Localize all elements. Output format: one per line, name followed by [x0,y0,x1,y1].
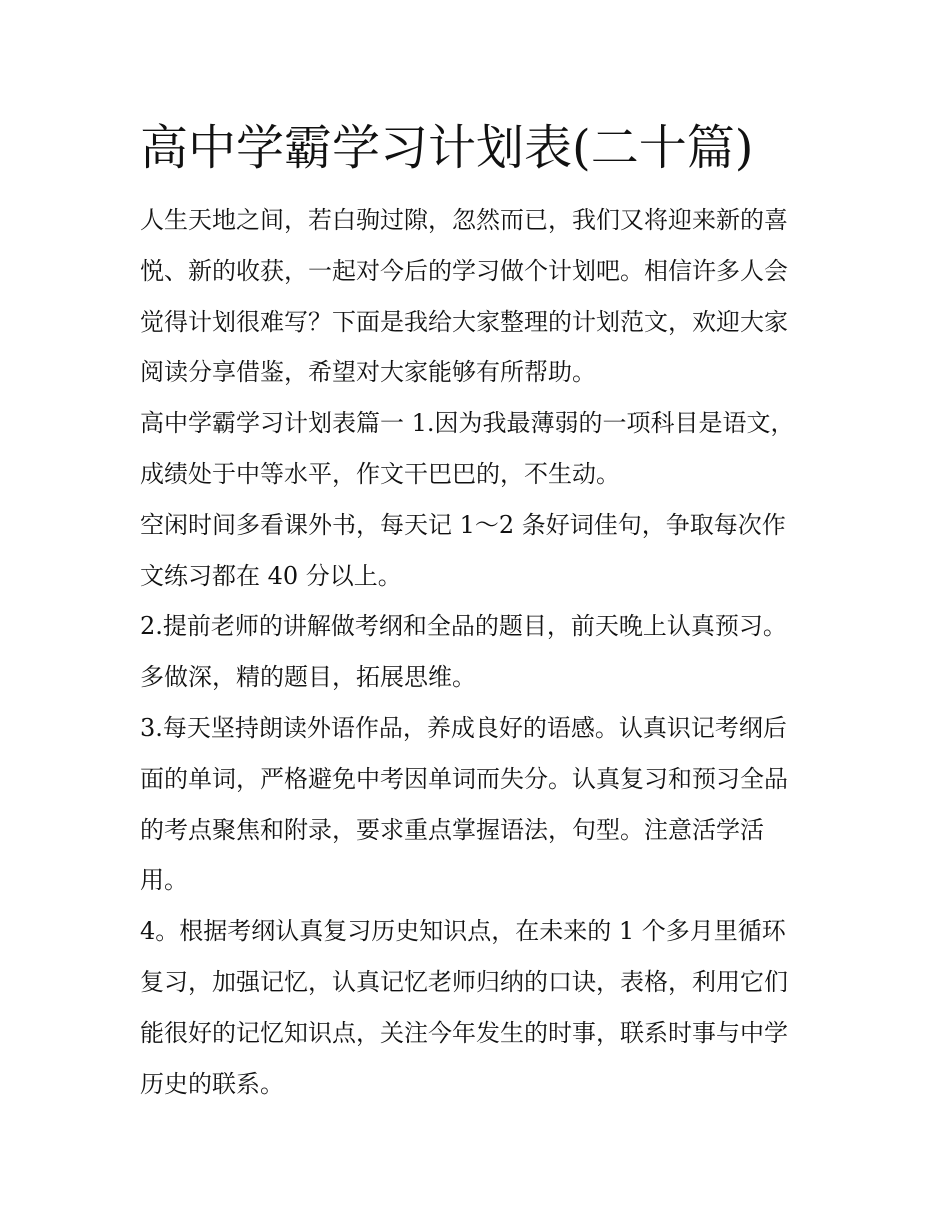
paragraph-line: 的考点聚焦和附录，要求重点掌握语法，句型。注意活学活 [140,815,764,844]
paragraph-line: 高中学霸学习计划表篇一 1.因为我最薄弱的一项科目是语文， [140,409,795,438]
math-plan-paragraph [140,601,820,703]
document-title: 高中学霸学习计划表(二十篇) [140,120,754,176]
paragraph-line: 阅读分享借鉴，希望对大家能够有所帮助。 [140,358,596,387]
section-one-paragraph [140,398,820,500]
paragraph-line: 2.提前老师的讲解做考纲和全品的题目，前天晚上认真预习。 [140,612,787,641]
paragraph-line: 面的单词，严格避免中考因单词而失分。认真复习和预习全品 [140,764,788,793]
paragraph-line: 复习，加强记忆，认真记忆老师归纳的口诀，表格，利用它们 [140,967,788,996]
document-body [140,110,820,1109]
paragraph-line: 历史的联系。 [140,1069,284,1098]
paragraph-line: 能很好的记忆知识点，关注今年发生的时事，联系时事与中学 [140,1018,788,1047]
paragraph-line: 人生天地之间，若白驹过隙，忽然而已，我们又将迎来新的喜 [140,206,788,234]
paragraph-line: 用。 [140,866,188,895]
paragraph-line: 多做深，精的题目，拓展思维。 [140,663,476,692]
paragraph-line: 悦、新的收获，一起对今后的学习做个计划吧。相信许多人会 [140,256,788,285]
english-plan-paragraph [140,703,820,906]
intro-paragraph [140,195,820,398]
paragraph-line: 觉得计划很难写？下面是我给大家整理的计划范文，欢迎大家 [140,307,788,336]
reading-plan-paragraph [140,500,820,602]
history-plan-paragraph [140,906,820,1109]
paragraph-line: 4。根据考纲认真复习历史知识点，在未来的 1 个多月里循环 [140,917,786,946]
paragraph-line: 文练习都在 40 分以上。 [140,561,402,590]
paragraph-line: 成绩处于中等水平，作文干巴巴的，不生动。 [140,459,620,488]
paragraph-line: 空闲时间多看课外书，每天记 1～2 条好词佳句，争取每次作 [140,510,786,539]
paragraph-line: 3.每天坚持朗读外语作品，养成良好的语感。认真识记考纲后 [140,713,787,742]
